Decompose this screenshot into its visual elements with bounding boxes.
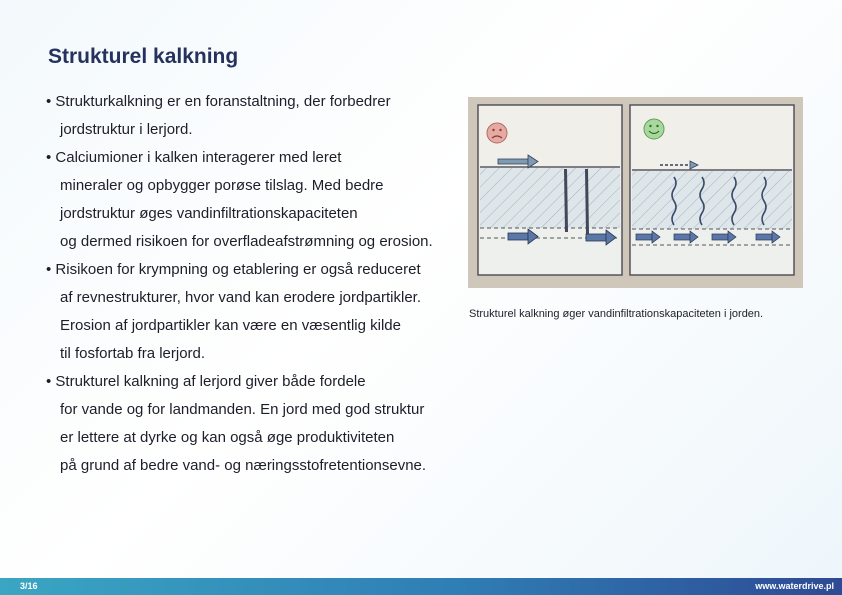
sad-face-icon <box>487 123 507 143</box>
page-number: 3/16 <box>20 581 38 591</box>
bullet-line: • Calciumioner i kalken interagerer med leret <box>46 149 342 166</box>
soil-structure-sketch <box>468 97 803 288</box>
bullet-line: for vande og for landmanden. En jord med god struktur <box>60 401 425 418</box>
bullet-line: Erosion af jordpartikler kan være en væsentlig kilde <box>60 317 401 334</box>
bullet-line: • Strukturel kalkning af lerjord giver både fordele <box>46 373 366 390</box>
slide-title: Strukturel kalkning <box>48 45 239 68</box>
bullet-item <box>46 144 466 256</box>
bullet-line: af revnestrukturer, hvor vand kan erodere jordpartikler. <box>60 289 422 306</box>
bullet-item <box>46 368 466 480</box>
soil-layer <box>632 171 792 229</box>
bullet-item <box>46 256 466 368</box>
bullet-line: jordstruktur øges vandinfiltrationskapaciteten <box>60 205 358 222</box>
bullet-line: mineraler og opbygger porøse tilslag. Med bedre <box>60 177 384 194</box>
bullet-line: • Strukturkalkning er en foranstaltning, der forbedrer <box>46 93 391 110</box>
website-url: www.waterdrive.pl <box>755 581 834 591</box>
bullet-line: jordstruktur i lerjord. <box>60 121 193 138</box>
bullet-line: • Risikoen for krympning og etablering er også reduceret <box>46 261 421 278</box>
bullet-line: på grund af bedre vand- og næringsstofretentionsevne. <box>60 457 427 474</box>
bullet-line: er lettere at dyrke og kan også øge produktiviteten <box>60 429 395 446</box>
happy-face-icon <box>644 119 664 139</box>
soil-layer <box>480 168 620 228</box>
bullet-line: til fosfortab fra lerjord. <box>60 345 206 362</box>
bullet-item <box>46 88 466 144</box>
footer-bar <box>0 578 842 595</box>
bullet-line: og dermed risikoen for overfladeafstrømning og erosion. <box>60 233 433 250</box>
bullet-list <box>46 88 466 480</box>
figure-caption: Strukturel kalkning øger vandinfiltrationskapaciteten i jorden. <box>469 308 764 320</box>
